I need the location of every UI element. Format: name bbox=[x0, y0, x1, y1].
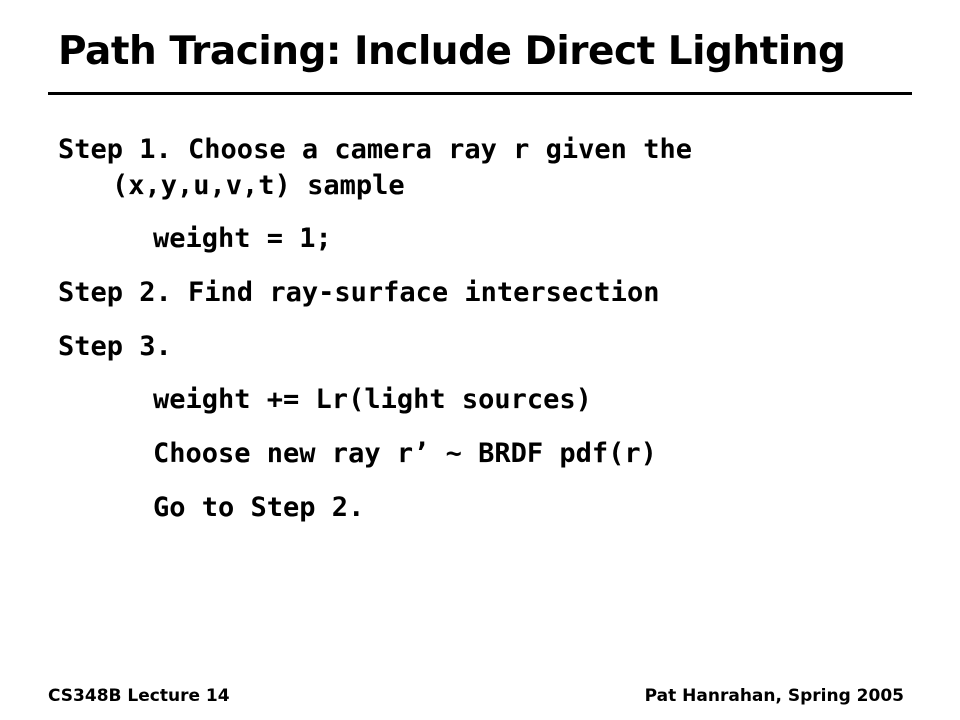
step-1-line: Step 1. Choose a camera ray r given the bbox=[58, 134, 692, 165]
choose-ray-line: Choose new ray r’ ~ BRDF pdf(r) bbox=[153, 438, 657, 469]
footer-course: CS348B Lecture 14 bbox=[48, 686, 230, 706]
title-divider bbox=[48, 92, 912, 95]
step-1-continuation: (x,y,u,v,t) sample bbox=[112, 170, 405, 201]
goto-step-line: Go to Step 2. bbox=[153, 492, 365, 523]
step-3-line: Step 3. bbox=[58, 331, 172, 362]
slide-title: Path Tracing: Include Direct Lighting bbox=[58, 29, 846, 74]
footer-author: Pat Hanrahan, Spring 2005 bbox=[644, 686, 904, 706]
step-2-line: Step 2. Find ray-surface intersection bbox=[58, 277, 660, 308]
weight-init-line: weight = 1; bbox=[153, 223, 332, 254]
weight-update-line: weight += Lr(light sources) bbox=[153, 384, 592, 415]
